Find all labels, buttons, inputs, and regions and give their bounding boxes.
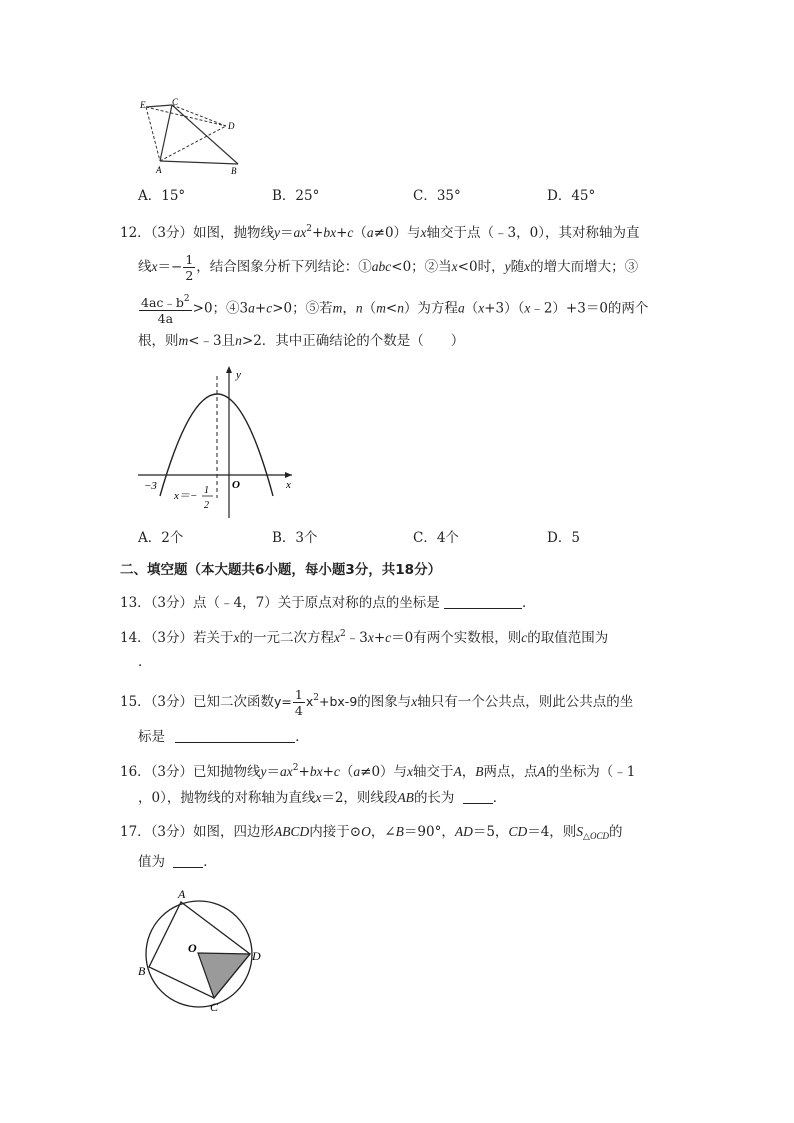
q17-line-1: 17．（3分）如图，四边形ABCD内接于⊙O，∠B＝90°，AD＝5，CD＝4，则$S_{\triangle OCD}$的 <box>120 824 623 842</box>
q12-text: （ <box>362 300 377 317</box>
q16-text: 与 <box>393 764 408 780</box>
q12-parabola-graph <box>132 360 302 522</box>
q17-text: 的 <box>608 824 623 840</box>
q17-end: ． <box>203 854 217 870</box>
q14-end: ． <box>138 654 152 670</box>
q13-number: 13． <box>120 595 151 611</box>
q14-text: 若关于 <box>193 630 234 646</box>
q12-frac-den: 4a <box>157 311 174 326</box>
q14-text: 的取值范围为 <box>527 630 609 646</box>
q11-figure <box>132 98 244 178</box>
q15-answer-blank[interactable] <box>175 728 295 743</box>
q15-score: （3分） <box>150 694 194 710</box>
q17-label-a: A <box>178 887 186 901</box>
q13-end: ． <box>522 595 536 611</box>
q16-score: （3分） <box>150 764 194 780</box>
q12-option-a[interactable]: A．2个 <box>138 530 184 546</box>
q17-text: ，∠ <box>370 824 396 840</box>
q16-number: 16． <box>120 764 151 780</box>
q17-line-2 <box>138 852 217 872</box>
q12-x-axis-label: x <box>286 479 291 491</box>
q16-line-2: ，0），抛物线的对称轴为直线x＝2，则线段AB的长为 ． <box>138 790 507 806</box>
q12-text: >0；⑤若 <box>272 300 333 317</box>
q15-function: y= <box>274 694 292 709</box>
q15-function-x: x <box>305 694 314 709</box>
q12-axis-den: 2 <box>204 500 209 511</box>
q11-label-c: C <box>172 98 179 107</box>
q14-text: 的一元二次方程 <box>239 630 335 646</box>
q16-text: ，0），抛物线的对称轴为直线 <box>138 790 316 806</box>
q12-text: >0；④3 <box>192 300 249 317</box>
q17-label-b: B <box>138 964 146 978</box>
q15-text: 轴只有一个公共点，则此公共点的坐 <box>417 694 634 710</box>
q12-line-2: 线x＝− $\frac{1}{2}$ ，结合图象分析下列结论：①abc<0；②当x<0时，y随x的增大而增大；③ <box>138 252 639 283</box>
q11-option-b[interactable]: B．25° <box>272 188 320 204</box>
q17-text: 如图，四边形 <box>193 824 275 840</box>
q13-text: 点（﹣4，7）关于原点对称的点的坐标是 <box>193 595 440 611</box>
q12-y-axis-label: y <box>236 369 241 381</box>
q15-function-rest: +bx-9 <box>319 694 358 709</box>
q15-frac-num: 1 <box>294 687 303 702</box>
q17-label-c: C <box>210 1000 219 1014</box>
q14-line-1: 14．（3分）若关于x的一元二次方程$x^2﹣3x+c=0$有两个实数根，则c的取值范围为 <box>120 629 609 646</box>
q17-circle-figure <box>132 880 272 1015</box>
q11-label-d: D <box>228 121 235 131</box>
q12-text: ）为方程 <box>403 300 458 317</box>
q11-label-a: A <box>156 165 162 175</box>
q12-text: +3）（ <box>484 300 525 317</box>
q12-text: ﹣2）+3＝0的两个 <box>530 300 649 317</box>
q16-text: ＝2，则线段 <box>321 790 398 806</box>
q12-parabola-formula: y <box>274 225 281 240</box>
q12-minus3-label: −3 <box>144 480 157 492</box>
q12-score: （3分） <box>150 225 194 241</box>
q12-line-3: $\frac{4ac﹣b^2}{4a}$ >0；④3a+c>0；⑤若m，n（m<n）为方程a（x+3）（x﹣2）+3＝0的两个 <box>141 294 649 326</box>
q16-answer-blank[interactable] <box>463 789 493 804</box>
q14-text: ﹣3 <box>345 630 368 646</box>
q12-axis-eq-label: x＝− <box>174 490 198 502</box>
q16-text: 的坐标为（﹣1 <box>545 764 636 780</box>
q15-text: 的图象与 <box>357 694 412 710</box>
q12-text: <﹣3且 <box>188 333 236 349</box>
q15-text: 标是 <box>138 729 165 745</box>
q17-text: ＝90°， <box>403 824 455 840</box>
q16-text: 已知抛物线 <box>193 764 261 780</box>
q12-text: 与 <box>407 225 421 241</box>
q11-label-b: B <box>231 166 237 176</box>
q12-option-d[interactable]: D．5 <box>547 530 580 546</box>
q12-text: ，结合图象分析下列结论：① <box>196 259 372 275</box>
q15-frac-den: 4 <box>294 703 303 718</box>
q12-text: 轴交于点（﹣3，0），其对称轴为直 <box>426 225 640 241</box>
q12-text: 根，则 <box>138 333 179 349</box>
q17-text: ＝5， <box>472 824 509 840</box>
q12-text: 如图，抛物线 <box>193 225 275 241</box>
q13-score: （3分） <box>150 595 194 611</box>
q13-answer-blank[interactable] <box>444 594 522 609</box>
q16-text: 轴交于 <box>413 764 454 780</box>
q12-text: >2．其中正确结论的个数是（ ） <box>241 333 465 349</box>
q12-line-4: 根，则m<﹣3且n>2．其中正确结论的个数是（ ） <box>138 333 465 349</box>
q17-text: ＝4，则 <box>527 824 577 840</box>
q17-score: （3分） <box>150 824 194 840</box>
q15-text: 已知二次函数 <box>193 694 275 710</box>
q17-text: 值为 <box>138 854 165 870</box>
q16-line-1: 16．（3分）已知抛物线$y=ax^2+bx+c(a\ne 0)$与x轴交于A，B两点，点A的坐标为（﹣1 <box>120 763 636 780</box>
q12-text: 线 <box>138 259 152 275</box>
q15-fraction-quarter <box>293 687 305 718</box>
q12-text: （ <box>464 300 479 317</box>
q12-text: <0；②当 <box>391 259 452 275</box>
q12-fraction-vertex: $\frac{4ac﹣b^2}{4a}$ <box>141 294 190 326</box>
q11-label-e: E <box>140 100 146 110</box>
q16-text: 的长为 <box>413 790 455 806</box>
q15-line-1: 15．（3分）已知二次函数y= $\frac{1}{4}$ $x^2+bx-9$的图象与x轴只有一个公共点，则此公共点的坐 <box>120 687 634 718</box>
q14-score: （3分） <box>150 630 194 646</box>
q15-end: ． <box>295 729 309 745</box>
q12-text: 的增大而增大；③ <box>530 259 639 275</box>
q17-label-o: O <box>188 941 197 955</box>
q12-axis-num: 1 <box>204 485 209 496</box>
q15-line-2 <box>138 727 309 747</box>
q12-option-c[interactable]: C．4个 <box>413 530 459 546</box>
q12-option-b[interactable]: B．3个 <box>272 530 318 546</box>
q14-text: ＝0有两个实数根，则 <box>391 630 522 646</box>
q12-text: <0时， <box>457 259 505 275</box>
q13 <box>120 593 536 613</box>
q16-text: 两点，点 <box>483 764 538 780</box>
q17-answer-blank[interactable] <box>173 853 203 868</box>
q12-text: 随 <box>510 259 525 275</box>
q17-number: 17． <box>120 824 151 840</box>
q12-number: 12． <box>120 225 151 241</box>
q11-option-d[interactable]: D．45° <box>547 188 596 204</box>
q15-number: 15． <box>120 694 151 710</box>
section-heading-fill-blank: 二、填空题（本大题共6小题，每小题3分，共18分） <box>120 562 442 578</box>
q12-line-1: 12．（3分）如图，抛物线$y=ax^2+bx+c(a\ne 0)$与x轴交于点（﹣3，0），其对称轴为直 <box>120 224 640 241</box>
q14-number: 14． <box>120 630 151 646</box>
q17-label-d: D <box>252 949 261 963</box>
q12-origin-label: O <box>232 479 240 491</box>
q12-fraction-half: $\frac{1}{2}$ <box>185 252 194 283</box>
q11-option-a[interactable]: A．15° <box>138 188 186 204</box>
q12-frac-num: 4ac﹣b <box>141 295 184 310</box>
q16-end: ． <box>492 790 507 806</box>
q11-option-c[interactable]: C．35° <box>413 188 461 204</box>
q17-text: 内接于⊙ <box>309 824 362 840</box>
